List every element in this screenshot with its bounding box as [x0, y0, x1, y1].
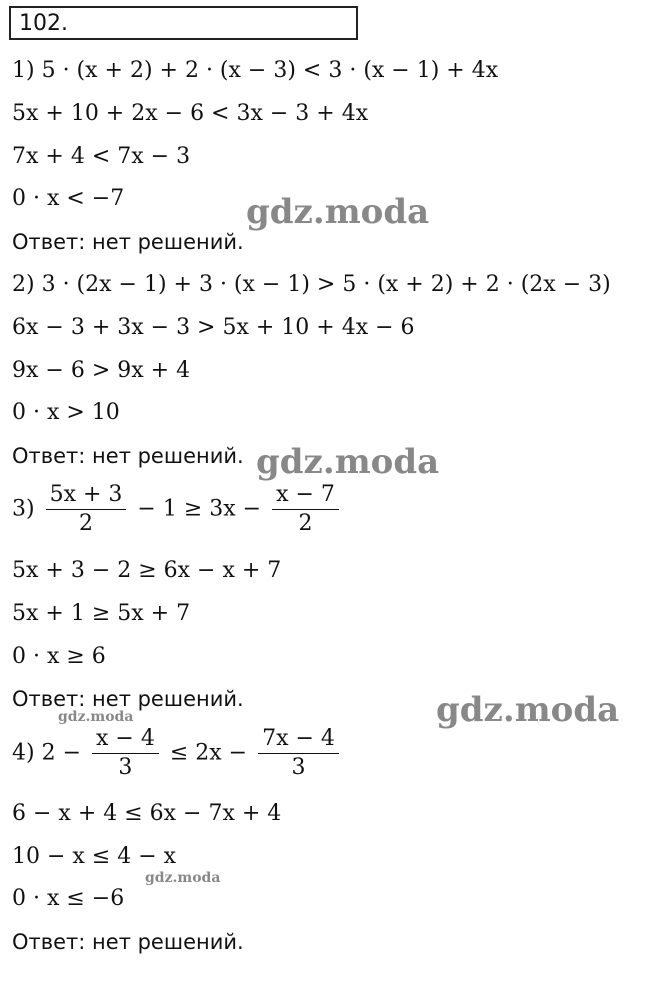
equation-line: 9x − 6 > 9x + 4 — [12, 358, 191, 383]
equation-part: 4) 2 − — [12, 740, 81, 766]
fraction-numerator: 7x − 4 — [258, 728, 339, 754]
equation-line: 10 − x ≤ 4 − x — [12, 844, 177, 869]
equation-line-fraction — [12, 484, 343, 535]
equation-part: 3) — [12, 496, 35, 522]
equation-line: 0 · x ≥ 6 — [12, 644, 106, 669]
watermark: gdz.moda — [246, 192, 430, 232]
equation-line: 7x + 4 < 7x − 3 — [12, 144, 191, 169]
fraction — [272, 484, 339, 535]
equation-line: 6 − x + 4 ≤ 6x − 7x + 4 — [12, 801, 282, 826]
watermark: gdz.moda — [58, 709, 134, 725]
equation-line: 5x + 1 ≥ 5x + 7 — [12, 601, 191, 626]
fraction — [92, 728, 159, 779]
answer-line: Ответ: нет решений. — [12, 930, 244, 954]
fraction-denominator: 3 — [118, 755, 133, 780]
fraction-numerator: x − 7 — [272, 484, 339, 510]
equation-line: 0 · x < −7 — [12, 186, 125, 211]
fraction-denominator: 2 — [298, 511, 313, 536]
fraction-numerator: 5x + 3 — [46, 484, 127, 510]
answer-line: Ответ: нет решений. — [12, 687, 244, 711]
equation-part: ≤ 2x − — [169, 740, 248, 766]
equation-line-fraction — [12, 728, 343, 779]
watermark: gdz.moda — [436, 690, 620, 730]
equation-part: − 1 ≥ 3x − — [137, 496, 262, 522]
equation-line: 0 · x > 10 — [12, 400, 120, 425]
fraction-denominator: 3 — [291, 755, 306, 780]
task-number-box — [9, 6, 358, 40]
fraction-numerator: x − 4 — [92, 728, 159, 754]
equation-line: 5x + 3 − 2 ≥ 6x − x + 7 — [12, 558, 282, 583]
equation-line: 6x − 3 + 3x − 3 > 5x + 10 + 4x − 6 — [12, 315, 415, 340]
equation-line: 0 · x ≤ −6 — [12, 886, 125, 911]
answer-line: Ответ: нет решений. — [12, 230, 244, 254]
fraction — [258, 728, 339, 779]
task-number: 102. — [19, 11, 68, 36]
answer-line: Ответ: нет решений. — [12, 444, 244, 468]
fraction — [46, 484, 127, 535]
fraction-denominator: 2 — [79, 511, 93, 536]
watermark: gdz.moda — [256, 442, 440, 482]
equation-line: 2) 3 · (2x − 1) + 3 · (x − 1) > 5 · (x + 2) + 2 · (2x − 3) — [12, 272, 611, 297]
equation-line: 1) 5 · (x + 2) + 2 · (x − 3) < 3 · (x − 1) + 4x — [12, 58, 499, 83]
watermark: gdz.moda — [145, 870, 221, 886]
equation-line: 5x + 10 + 2x − 6 < 3x − 3 + 4x — [12, 101, 369, 126]
